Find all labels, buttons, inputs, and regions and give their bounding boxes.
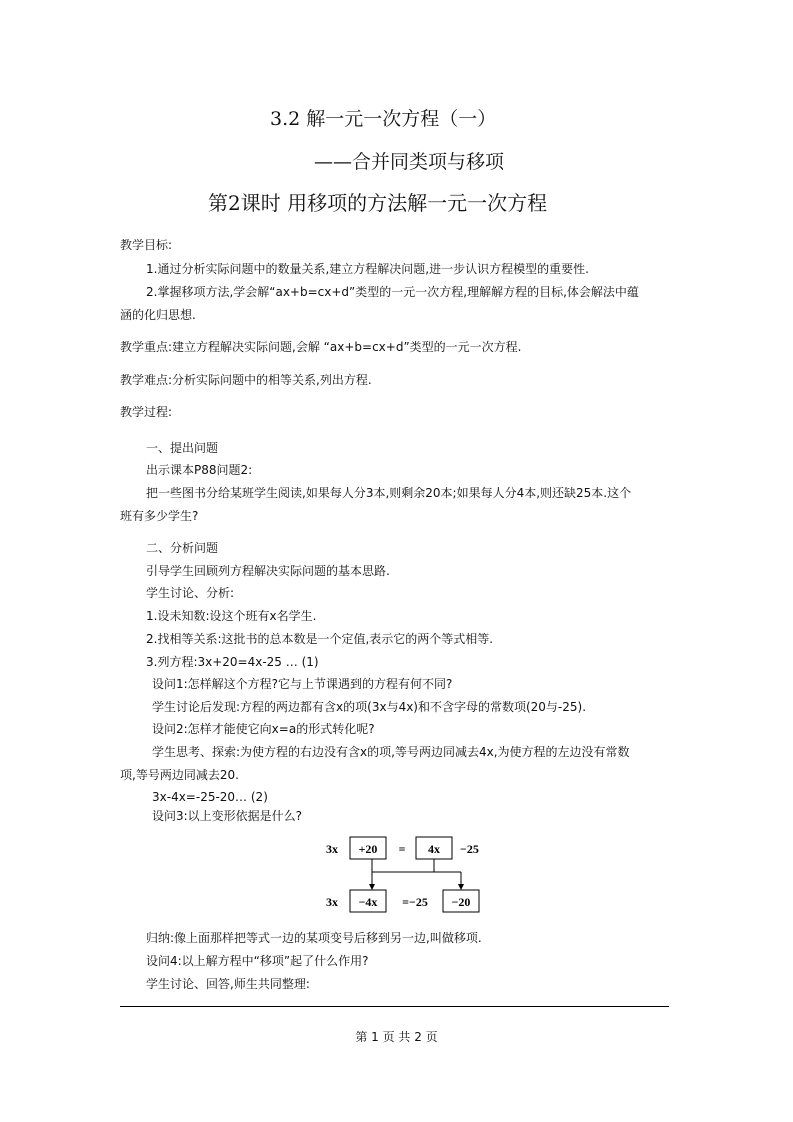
summary: 归纳:像上面那样把等式一边的某项变号后移到另一边,叫做移项.: [146, 931, 482, 945]
goal-2b: 涵的化归思想.: [120, 308, 196, 322]
step-1: 1.设未知数:设这个班有x名学生.: [146, 609, 317, 623]
page-number: 第 1 页 共 2 页: [355, 1030, 438, 1044]
question-2: 设问2:怎样才能使它向x=a的形式转化呢?: [152, 722, 375, 736]
title-sub: ——合并同类项与移项: [314, 151, 505, 173]
step-2: 2.找相等关系:这批书的总本数是一个定值,表示它的两个等式相等.: [146, 632, 494, 646]
equation-2: 3x-4x=-25-20… (2): [152, 790, 268, 804]
row1-box-plus20-text: +20: [358, 842, 378, 856]
arrowhead-left: [369, 884, 375, 890]
question-4: 设问4:以上解方程中“移项”起了什么作用?: [146, 954, 369, 968]
row1-equals: =: [398, 842, 406, 856]
thinking-b: 项,等号两边同减去20.: [120, 768, 239, 782]
section-1-line-1: 出示课本P88问题2:: [146, 463, 253, 477]
row1-box-4x-text: 4x: [428, 842, 440, 856]
row2-left-term: 3x: [326, 895, 338, 909]
goal-1: 1.通过分析实际问题中的数量关系,建立方程解决问题,进一步认识方程模型的重要性.: [146, 262, 589, 276]
question-3: 设问3:以上变形依据是什么?: [152, 809, 303, 823]
section-1-heading: 一、提出问题: [146, 441, 219, 455]
process-heading: 教学过程:: [120, 405, 173, 419]
row1-left-term: 3x: [326, 842, 338, 856]
row2-middle: =−25: [402, 895, 428, 909]
section-2-line-2: 学生讨论、分析:: [146, 586, 235, 600]
goal-2a: 2.掌握移项方法,学会解“ax+b=cx+d”类型的一元一次方程,理解解方程的目标,体会解法中蕴: [146, 285, 639, 299]
footer-rule: [120, 1006, 669, 1007]
discussion-2: 学生讨论、回答,师生共同整理:: [146, 977, 310, 991]
transposition-diagram: [320, 828, 500, 920]
question-1: 设问1:怎样解这个方程?它与上节课遇到的方程有何不同?: [152, 677, 453, 691]
key-point: 教学重点:建立方程解决实际问题,会解 “ax+b=cx+d”类型的一元一次方程.: [120, 340, 522, 354]
title-main: 3.2 解一元一次方程（一）: [270, 108, 497, 130]
row2-box-minus20-text: −20: [451, 895, 471, 909]
section-1-line-2a: 把一些图书分给某班学生阅读,如果每人分3本,则剩余20本;如果每人分4本,则还缺25本.这个: [146, 486, 632, 500]
section-2-line-1: 引导学生回顾列方程解决实际问题的基本思路.: [146, 564, 390, 578]
discussion-1: 学生讨论后发现:方程的两边都有含x的项(3x与4x)和不含字母的常数项(20与-25).: [152, 700, 587, 714]
goals-heading: 教学目标:: [120, 238, 173, 252]
step-3: 3.列方程:3x+20=4x-25 … (1): [146, 655, 319, 669]
title-lesson: 第2课时 用移项的方法解一元一次方程: [208, 191, 548, 215]
thinking-a: 学生思考、探索:为使方程的右边没有含x的项,等号两边同减去4x,为使方程的左边没有常数: [152, 745, 630, 759]
section-1-line-2b: 班有多少学生?: [120, 509, 199, 523]
row2-box-minus4x-text: −4x: [358, 895, 378, 909]
arrowhead-right: [458, 884, 464, 890]
section-2-heading: 二、分析问题: [146, 541, 219, 555]
row1-right-term: −25: [460, 842, 479, 856]
difficulty: 教学难点:分析实际问题中的相等关系,列出方程.: [120, 373, 372, 387]
